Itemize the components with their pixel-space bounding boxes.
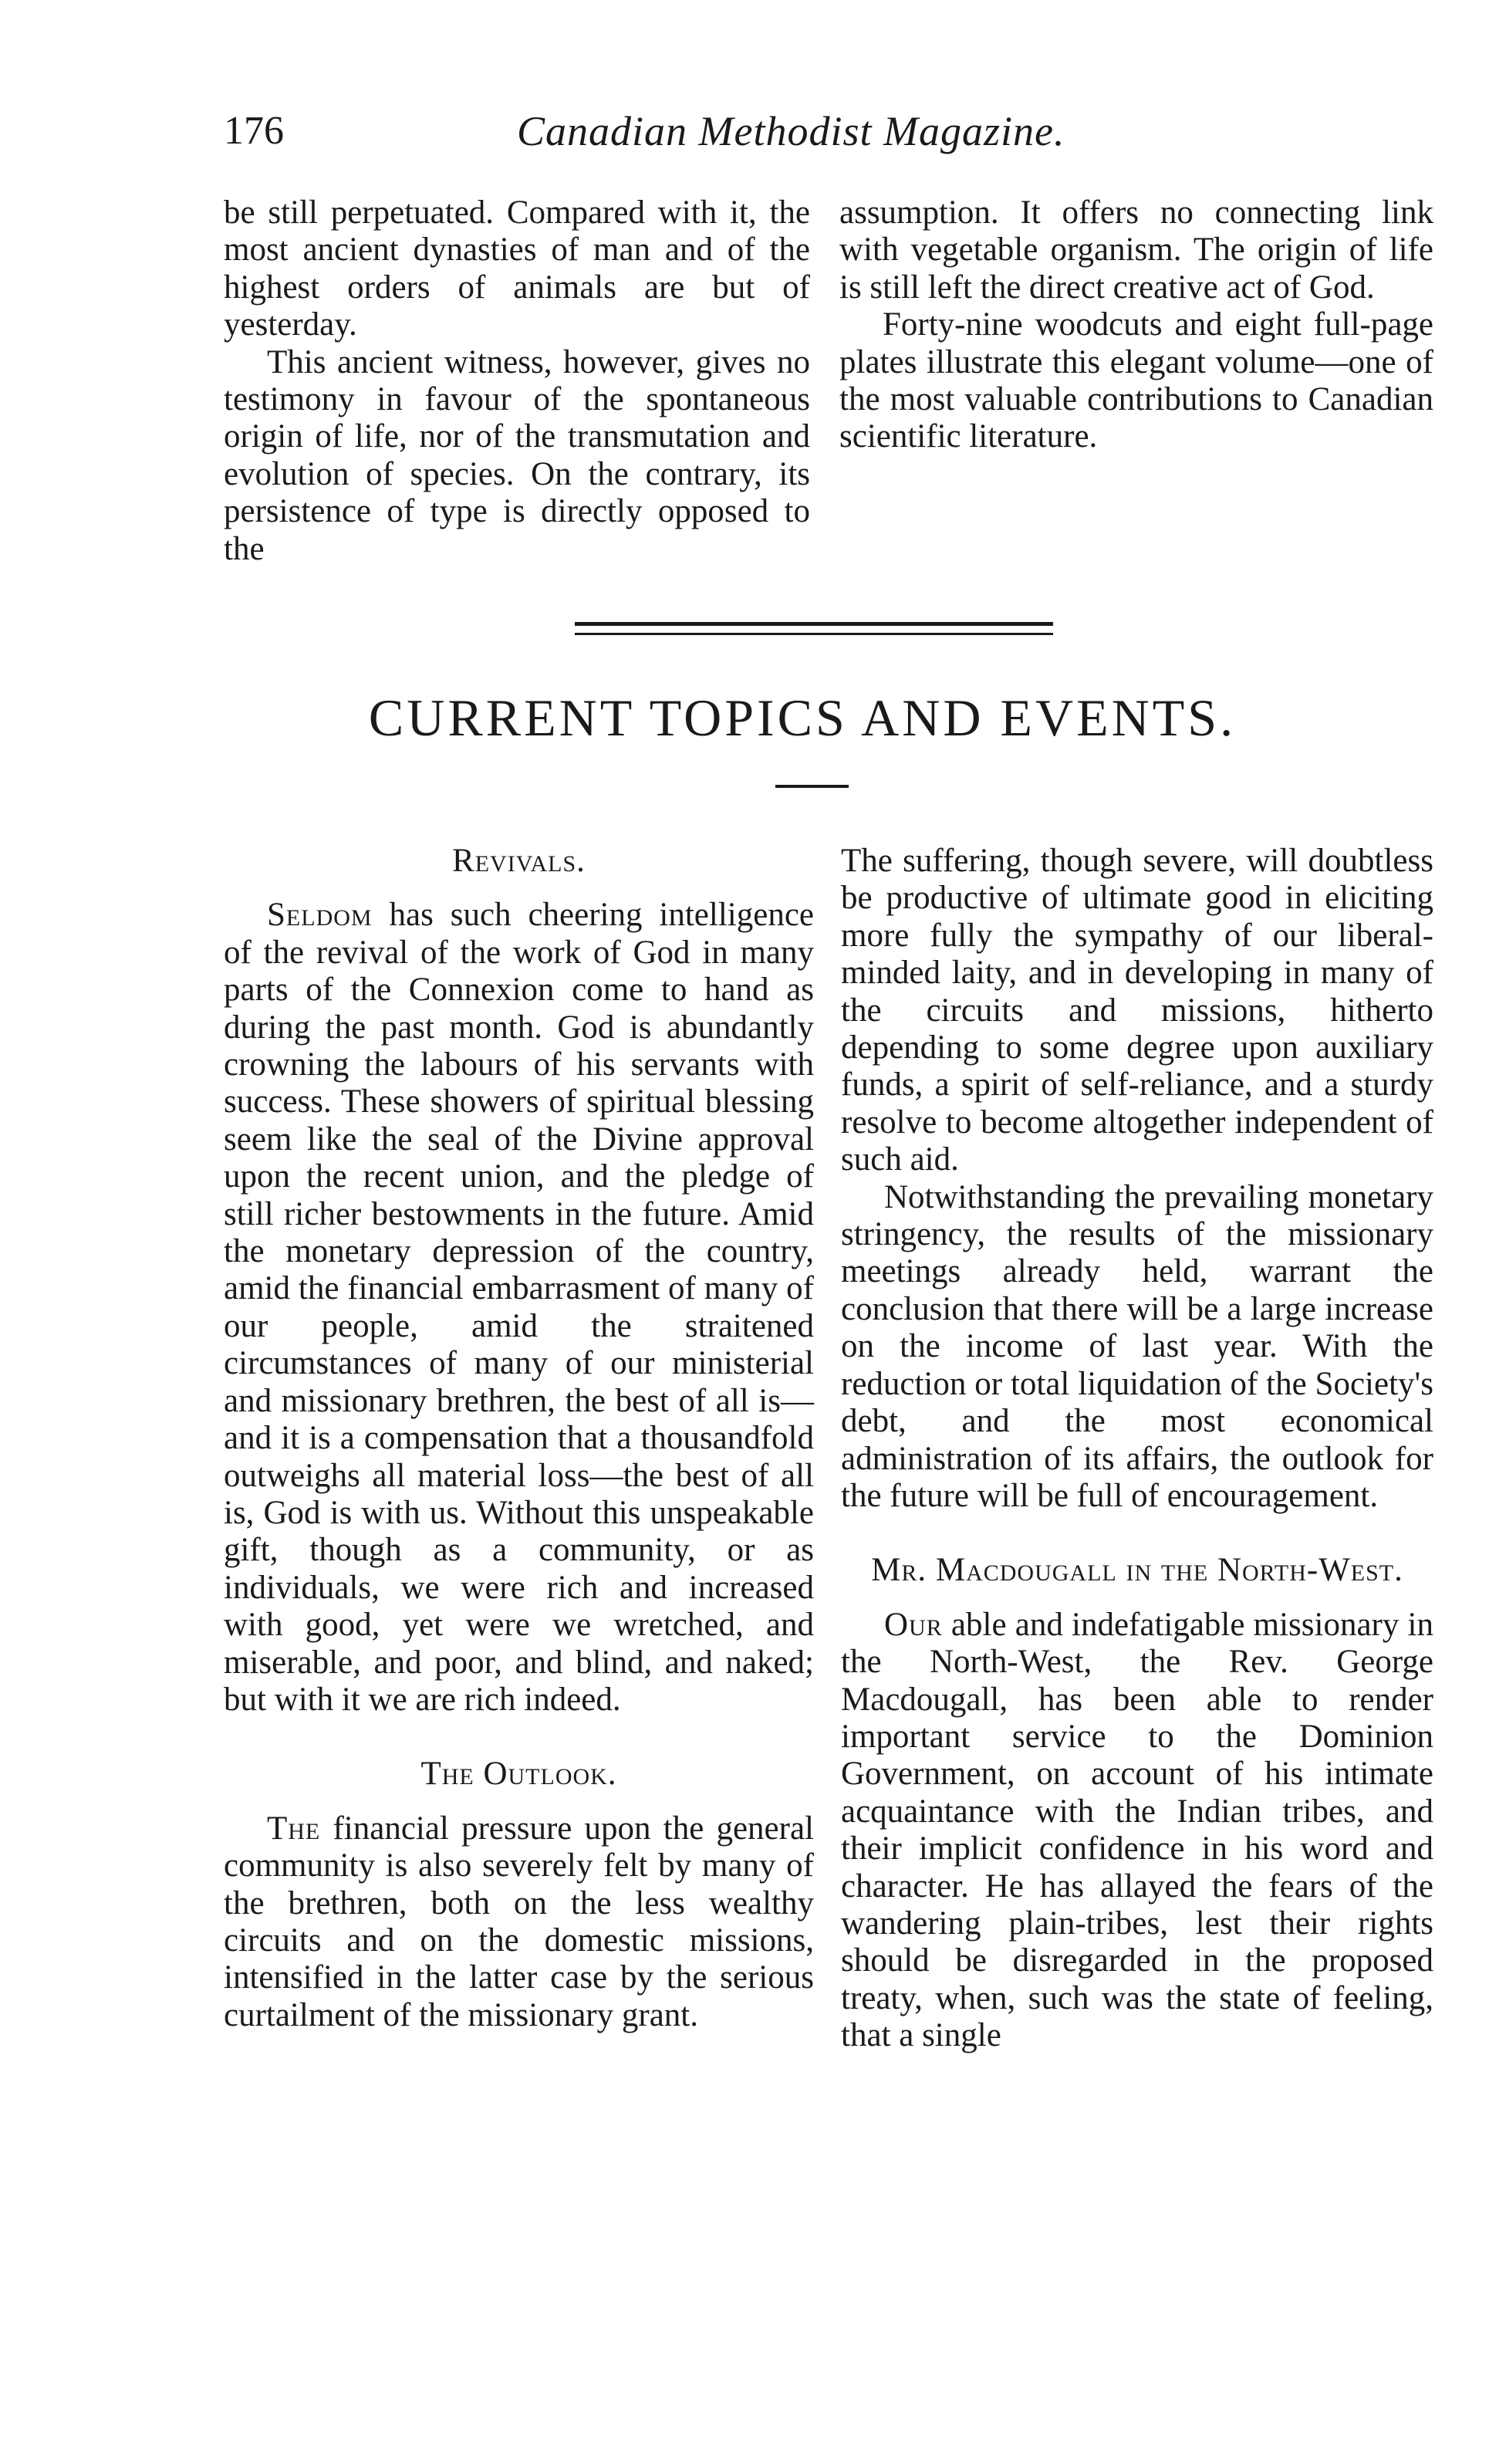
macdougall-body: able and indefatigable missionary in the North-West, the Rev. George Macdougall, has been able to render important service to the Dominion Government, on account of his intimate acquaintance with the Indian tribes, and their implicit confidence in his word and character. He has allayed the fears of the wandering plain-tribes, lest their rights should be disregarded in the proposed treaty, when, such was the state of feeling, that a single xyxy=(841,1606,1433,2054)
top-right-paragraph-1: assumption. It offers no connecting link with vegetable organism. The origin of life is still left the direct creative act of God. xyxy=(839,194,1433,306)
bottom-right-column xyxy=(841,843,1433,2055)
notwithstanding-paragraph: Notwithstanding the prevailing monetary stringency, the results of the missionary meetings already held, warrant the conclusion that there will be a large increase on the income of last year. With the reduction or total liquidation of the Society's debt, and the most economical administration of its affairs, the outlook for the future will be full of encouragement. xyxy=(841,1178,1433,1514)
revivals-lead-word: Seldom xyxy=(267,897,373,934)
bottom-left-column xyxy=(224,843,814,2034)
revivals-paragraph xyxy=(224,897,814,1719)
revivals-heading: Revivals. xyxy=(452,843,586,879)
top-left-paragraph-2: This ancient witness, however, gives no testimony in favour of the spontaneous origin of life, nor of the transmutation and evolution of species. On the contrary, its persistence of type is directly opposed to the xyxy=(224,343,810,567)
running-title: Canadian Methodist Magazine. xyxy=(517,108,1065,154)
top-right-paragraph-2: Forty-nine woodcuts and eight full-page plates illustrate this elegant volume—one of the most valuable contributions to Canadian scientific literature. xyxy=(839,306,1433,455)
page-number: 176 xyxy=(224,109,284,153)
revivals-body: has such cheering intelligence of the revival of the work of God in many parts of the Connexion come to hand as during the past month. God is abundantly crowning the labours of his servants with success. These showers of spiritual blessing seem like the seal of the Divine approval upon the recent union, and the pledge of still richer bestowments in the future. Amid the monetary depression of the country, amid the financial embarrasment of many of our people, amid the straitened circumstances of many of our ministerial and missionary brethren, the best of all is—and it is a compensation that a thousandfold outweighs all material loss—the best of all is, God is with us. Without this unspeakable gift, though as a community, or as individuals, we were rich and increased with good, yet were we wretched, and miserable, and poor, and blind, and naked; but with it we are rich indeed. xyxy=(224,897,814,1718)
page-header xyxy=(224,108,1443,170)
outlook-heading: The Outlook. xyxy=(420,1756,617,1793)
macdougall-paragraph xyxy=(841,1607,1433,2055)
outlook-lead-word: The xyxy=(267,1810,321,1847)
outlook-body: financial pressure upon the general community is also severely felt by many of the brethren, both on the less wealthy circuits and on the domestic missions, intensified in the latter case by the serious curtailment of the missionary grant. xyxy=(224,1810,814,2033)
outlook-paragraph xyxy=(224,1810,814,2034)
section-double-rule-top xyxy=(575,622,1053,626)
macdougall-heading: Mr. Macdougall in the North-West. xyxy=(871,1552,1403,1589)
outlook-continued-paragraph: The suffering, though severe, will doubtless be productive of ultimate good in eliciting more fully the sympathy of our liberal-minded laity, and in developing in many of the circuits and missions, hitherto depending to some degree upon auxiliary funds, a spirit of self-reliance, and a sturdy resolve to become altogether independent of such aid. xyxy=(841,843,1433,1178)
section-short-rule xyxy=(775,785,849,788)
top-left-column xyxy=(224,194,810,568)
top-left-paragraph-1: be still perpetuated. Compared with it, the most ancient dynasties of man and of the highest orders of animals are but of yesterday. xyxy=(224,194,810,343)
section-title: CURRENT TOPICS AND EVENTS. xyxy=(368,688,1237,747)
macdougall-lead-word: Our xyxy=(884,1606,943,1643)
section-double-rule-bottom xyxy=(575,633,1053,635)
top-right-column xyxy=(839,194,1433,456)
